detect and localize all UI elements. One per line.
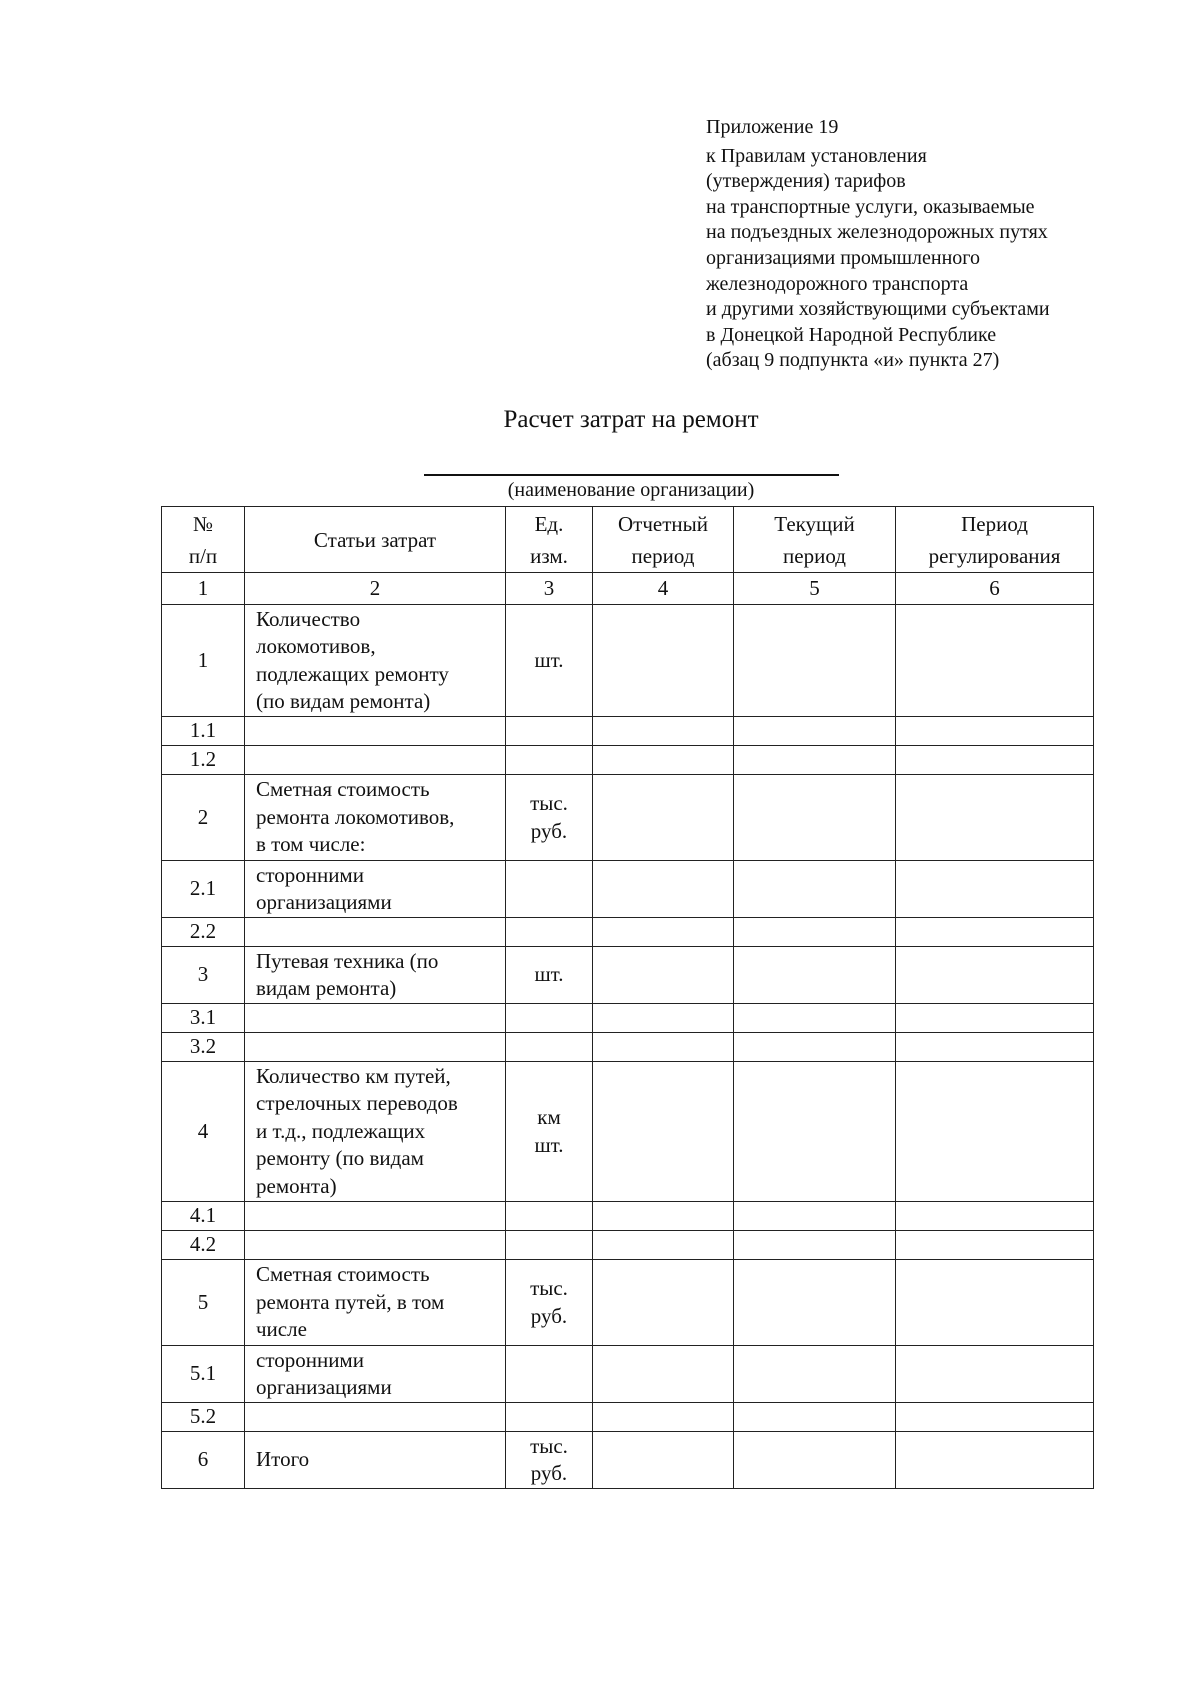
row-number: 3.2 bbox=[162, 1033, 245, 1062]
cost-item-cell bbox=[245, 1062, 506, 1202]
current-period-cell[interactable] bbox=[734, 717, 896, 746]
cost-item-line: организациями bbox=[256, 890, 392, 914]
column-number: 3 bbox=[506, 573, 593, 605]
unit-cell[interactable] bbox=[506, 1346, 593, 1403]
unit-line: шт. bbox=[534, 647, 564, 672]
regulation-period-cell[interactable] bbox=[896, 1403, 1094, 1432]
current-period-cell[interactable] bbox=[734, 918, 896, 947]
organization-name-field[interactable] bbox=[424, 474, 839, 476]
column-number: 5 bbox=[734, 573, 896, 605]
cost-item-line: Количество км путей, bbox=[256, 1063, 451, 1088]
row-number: 4.2 bbox=[162, 1231, 245, 1260]
cost-item-line: Итого bbox=[256, 1447, 310, 1472]
repair-costs-table bbox=[161, 506, 1094, 1489]
appendix-line: в Донецкой Народной Республике bbox=[706, 323, 997, 346]
reporting-period-cell[interactable] bbox=[593, 1346, 734, 1403]
table-row bbox=[162, 918, 1094, 947]
appendix-line: на подъездных железнодорожных путях bbox=[706, 221, 1048, 244]
reporting-period-cell[interactable] bbox=[593, 1033, 734, 1062]
regulation-period-cell[interactable] bbox=[896, 861, 1094, 918]
unit-cell bbox=[506, 605, 593, 717]
unit-cell bbox=[506, 1260, 593, 1346]
current-period-cell[interactable] bbox=[734, 1231, 896, 1260]
table-row bbox=[162, 1432, 1094, 1489]
cost-item-line: (по видам ремонта) bbox=[256, 689, 431, 713]
reporting-period-cell[interactable] bbox=[593, 746, 734, 775]
cost-item-cell bbox=[245, 775, 506, 861]
row-number: 3 bbox=[162, 947, 245, 1004]
current-period-cell[interactable] bbox=[734, 861, 896, 918]
cost-item-line: сторонними bbox=[256, 862, 364, 887]
regulation-period-cell[interactable] bbox=[896, 1062, 1094, 1202]
reporting-period-cell[interactable] bbox=[593, 1260, 734, 1346]
cost-item-line: видам ремонта) bbox=[256, 976, 397, 1000]
row-number: 5.2 bbox=[162, 1403, 245, 1432]
regulation-period-cell[interactable] bbox=[896, 1202, 1094, 1231]
column-number: 4 bbox=[593, 573, 734, 605]
current-period-cell[interactable] bbox=[734, 1033, 896, 1062]
unit-cell[interactable] bbox=[506, 717, 593, 746]
cost-item-line: ремонта путей, в том bbox=[256, 1289, 445, 1314]
row-number: 2.1 bbox=[162, 861, 245, 918]
table-row bbox=[162, 605, 1094, 717]
cost-item-line: Сметная стоимость bbox=[256, 777, 430, 802]
appendix-line: и другими хозяйствующими субъектами bbox=[706, 298, 1050, 321]
table-body bbox=[162, 605, 1094, 1489]
table-header-row bbox=[162, 507, 1094, 573]
current-period-cell[interactable] bbox=[734, 1004, 896, 1033]
document-title: Расчет затрат на ремонт bbox=[503, 406, 759, 433]
cost-item-line: числе bbox=[256, 1317, 307, 1342]
row-number: 1 bbox=[162, 605, 245, 717]
reporting-period-cell[interactable] bbox=[593, 1062, 734, 1202]
row-number: 4.1 bbox=[162, 1202, 245, 1231]
reporting-period-cell[interactable] bbox=[593, 861, 734, 918]
table-row bbox=[162, 1260, 1094, 1346]
table-row bbox=[162, 1403, 1094, 1432]
organization-name-caption: (наименование организации) bbox=[507, 479, 755, 501]
table-row bbox=[162, 861, 1094, 918]
unit-cell[interactable] bbox=[506, 1403, 593, 1432]
appendix-line: на транспортные услуги, оказываемые bbox=[706, 195, 1035, 218]
header-cost-item: Статьи затрат bbox=[245, 507, 506, 573]
regulation-period-cell[interactable] bbox=[896, 1004, 1094, 1033]
appendix-line: железнодорожного транспорта bbox=[706, 272, 969, 295]
cost-item-cell bbox=[245, 605, 506, 717]
current-period-cell[interactable] bbox=[734, 1403, 896, 1432]
reporting-period-cell[interactable] bbox=[593, 775, 734, 861]
cost-item-line: организациями bbox=[256, 1375, 392, 1399]
header-num: № п/п bbox=[162, 507, 245, 573]
row-number: 6 bbox=[162, 1432, 245, 1489]
unit-line: руб. bbox=[530, 818, 568, 843]
cost-item-line: и т.д., подлежащих bbox=[256, 1118, 426, 1143]
unit-cell bbox=[506, 947, 593, 1004]
current-period-cell[interactable] bbox=[734, 775, 896, 861]
reporting-period-cell[interactable] bbox=[593, 1202, 734, 1231]
regulation-period-cell[interactable] bbox=[896, 918, 1094, 947]
cost-item-cell bbox=[245, 1260, 506, 1346]
cost-item-line: ремонту (по видам bbox=[256, 1146, 424, 1171]
current-period-cell[interactable] bbox=[734, 1062, 896, 1202]
appendix-title: Приложение 19 bbox=[706, 116, 839, 138]
unit-cell bbox=[506, 1432, 593, 1489]
table-row bbox=[162, 775, 1094, 861]
cost-item-line: подлежащих ремонту bbox=[256, 661, 449, 686]
reporting-period-cell[interactable] bbox=[593, 947, 734, 1004]
unit-cell[interactable] bbox=[506, 1033, 593, 1062]
cost-item-line: локомотивов, bbox=[256, 634, 376, 658]
table-row bbox=[162, 1202, 1094, 1231]
unit-cell[interactable] bbox=[506, 746, 593, 775]
unit-cell[interactable] bbox=[506, 861, 593, 918]
header-current-period: Текущий период bbox=[734, 507, 896, 573]
cost-item-cell bbox=[245, 861, 506, 918]
current-period-cell[interactable] bbox=[734, 746, 896, 775]
regulation-period-cell[interactable] bbox=[896, 605, 1094, 717]
table-row bbox=[162, 1231, 1094, 1260]
column-number: 1 bbox=[162, 573, 245, 605]
regulation-period-cell[interactable] bbox=[896, 717, 1094, 746]
reporting-period-cell[interactable] bbox=[593, 1432, 734, 1489]
row-number: 1.1 bbox=[162, 717, 245, 746]
header-unit: Ед. изм. bbox=[506, 507, 593, 573]
column-number-row bbox=[162, 573, 1094, 605]
header-reporting-period: Отчетный период bbox=[593, 507, 734, 573]
cost-item-cell[interactable] bbox=[245, 918, 506, 947]
current-period-cell[interactable] bbox=[734, 1346, 896, 1403]
unit-line: шт. bbox=[534, 962, 564, 987]
cost-item-cell[interactable] bbox=[245, 1033, 506, 1062]
column-number: 2 bbox=[245, 573, 506, 605]
reporting-period-cell[interactable] bbox=[593, 1403, 734, 1432]
cost-item-cell[interactable] bbox=[245, 1403, 506, 1432]
cost-item-cell[interactable] bbox=[245, 1202, 506, 1231]
cost-item-line: сторонними bbox=[256, 1347, 364, 1372]
header-regulation-period: Период регулирования bbox=[896, 507, 1094, 573]
regulation-period-cell[interactable] bbox=[896, 947, 1094, 1004]
unit-line: тыс. bbox=[530, 1433, 568, 1458]
cost-item-cell bbox=[245, 1432, 506, 1489]
appendix-line: (абзац 9 подпункта «и» пункта 27) bbox=[706, 349, 1000, 372]
reporting-period-cell[interactable] bbox=[593, 918, 734, 947]
cost-item-line: ремонта локомотивов, bbox=[256, 804, 455, 829]
row-number: 5.1 bbox=[162, 1346, 245, 1403]
cost-item-line: стрелочных переводов bbox=[256, 1091, 458, 1116]
table-row bbox=[162, 1004, 1094, 1033]
unit-cell[interactable] bbox=[506, 918, 593, 947]
column-number: 6 bbox=[896, 573, 1094, 605]
unit-line: тыс. bbox=[530, 1276, 568, 1300]
cost-item-line: Путевая техника (по bbox=[256, 948, 439, 973]
unit-line: руб. bbox=[530, 1461, 568, 1485]
cost-item-cell bbox=[245, 947, 506, 1004]
unit-line: тыс. bbox=[530, 791, 568, 815]
table-row bbox=[162, 717, 1094, 746]
appendix-reference bbox=[706, 115, 1050, 374]
cost-item-cell[interactable] bbox=[245, 1231, 506, 1260]
unit-cell bbox=[506, 775, 593, 861]
current-period-cell[interactable] bbox=[734, 605, 896, 717]
appendix-line: организациями промышленного bbox=[706, 246, 981, 269]
unit-cell bbox=[506, 1062, 593, 1202]
table-row bbox=[162, 947, 1094, 1004]
unit-cell[interactable] bbox=[506, 1231, 593, 1260]
current-period-cell[interactable] bbox=[734, 1202, 896, 1231]
row-number: 1.2 bbox=[162, 746, 245, 775]
reporting-period-cell[interactable] bbox=[593, 1004, 734, 1033]
regulation-period-cell[interactable] bbox=[896, 1346, 1094, 1403]
regulation-period-cell[interactable] bbox=[896, 1033, 1094, 1062]
unit-line: руб. bbox=[530, 1303, 568, 1328]
table-row bbox=[162, 1062, 1094, 1202]
reporting-period-cell[interactable] bbox=[593, 717, 734, 746]
current-period-cell[interactable] bbox=[734, 947, 896, 1004]
cost-item-line: ремонта) bbox=[256, 1173, 337, 1198]
table-row bbox=[162, 1033, 1094, 1062]
regulation-period-cell[interactable] bbox=[896, 1260, 1094, 1346]
unit-line: км bbox=[537, 1105, 561, 1129]
cost-item-cell[interactable] bbox=[245, 746, 506, 775]
cost-item-cell[interactable] bbox=[245, 1004, 506, 1033]
regulation-period-cell[interactable] bbox=[896, 746, 1094, 775]
cost-item-cell[interactable] bbox=[245, 717, 506, 746]
regulation-period-cell[interactable] bbox=[896, 775, 1094, 861]
cost-item-cell bbox=[245, 1346, 506, 1403]
row-number: 5 bbox=[162, 1260, 245, 1346]
table-row bbox=[162, 746, 1094, 775]
regulation-period-cell[interactable] bbox=[896, 1231, 1094, 1260]
current-period-cell[interactable] bbox=[734, 1432, 896, 1489]
row-number: 3.1 bbox=[162, 1004, 245, 1033]
reporting-period-cell[interactable] bbox=[593, 1231, 734, 1260]
table-row bbox=[162, 1346, 1094, 1403]
cost-item-line: Сметная стоимость bbox=[256, 1262, 430, 1287]
appendix-line: к Правилам установления bbox=[706, 144, 927, 167]
cost-item-line: в том числе: bbox=[256, 832, 366, 857]
row-number: 2 bbox=[162, 775, 245, 861]
row-number: 4 bbox=[162, 1062, 245, 1202]
row-number: 2.2 bbox=[162, 918, 245, 947]
current-period-cell[interactable] bbox=[734, 1260, 896, 1346]
unit-cell[interactable] bbox=[506, 1202, 593, 1231]
cost-item-line: Количество bbox=[256, 606, 361, 631]
reporting-period-cell[interactable] bbox=[593, 605, 734, 717]
unit-cell[interactable] bbox=[506, 1004, 593, 1033]
regulation-period-cell[interactable] bbox=[896, 1432, 1094, 1489]
unit-line: шт. bbox=[534, 1132, 564, 1157]
appendix-line: (утверждения) тарифов bbox=[706, 170, 906, 193]
